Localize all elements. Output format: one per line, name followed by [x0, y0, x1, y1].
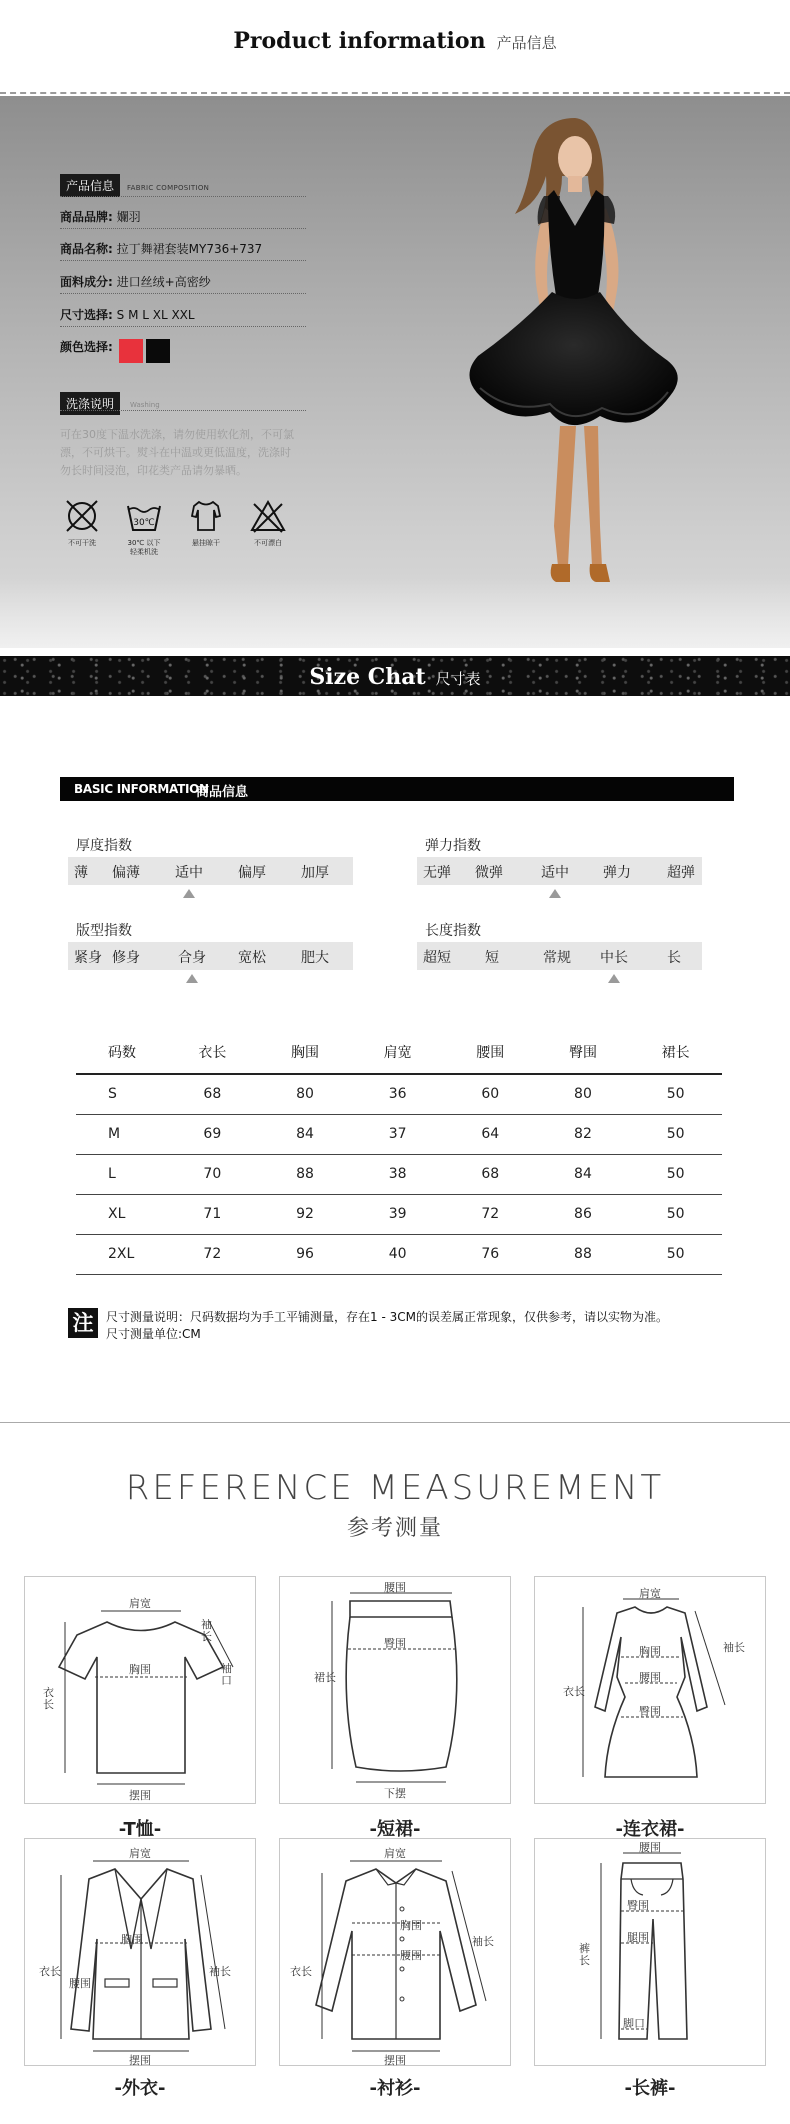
table-cell: 80 [537, 1074, 630, 1114]
measure-label: 胸围 [400, 1919, 422, 1932]
measure-label: 腰围 [400, 1949, 422, 1962]
product-info-badge: 产品信息 [60, 174, 120, 197]
table-row [76, 1234, 722, 1274]
scale-option: 偏厚 [238, 865, 266, 881]
size-table [76, 1030, 722, 1275]
scale-title: 弹力指数 [425, 838, 481, 854]
care-item [238, 496, 298, 548]
scale-option: 适中 [175, 865, 203, 881]
table-cell: XL [76, 1194, 166, 1234]
info-value: 进口丝绒+高密纱 [116, 275, 211, 289]
reference-title-en: REFERENCE MEASUREMENT [125, 1468, 665, 1508]
color-swatch-black[interactable] [146, 339, 170, 363]
column-header: 胸围 [259, 1030, 352, 1074]
scale-option: 超弹 [667, 865, 695, 881]
scale-indicator [608, 974, 620, 983]
care-label: 30℃ 以下 轻柔机洗 [127, 539, 161, 556]
table-cell: 76 [444, 1234, 537, 1274]
measure-label: 衣长 [290, 1965, 312, 1978]
reference-title-cn: 参考测量 [346, 1516, 443, 1541]
note-icon: 注 [68, 1308, 98, 1338]
measure-label: 腰围 [639, 1841, 661, 1854]
measure-label: 臀围 [639, 1705, 661, 1718]
measure-label: 肩宽 [384, 1847, 406, 1860]
info-label: 面料成分: [60, 275, 113, 289]
card-caption: -T恤- [118, 1819, 162, 1840]
table-row [76, 1194, 722, 1234]
scale-bar [68, 857, 353, 885]
scale-bar [417, 942, 702, 970]
page-header [0, 0, 790, 96]
shirt-diagram [280, 1839, 512, 2067]
measure-label: 腰围 [69, 1977, 91, 1990]
measure-label: 脚口 [623, 2017, 645, 2030]
card-caption: -连衣裙- [615, 1819, 685, 1840]
info-value: 孄羽 [116, 210, 141, 224]
size-chart-banner [0, 656, 790, 696]
wash-30-icon [124, 496, 164, 536]
scale-option: 适中 [541, 865, 569, 881]
scale-option: 紧身 [74, 950, 102, 966]
scale-option: 常规 [543, 950, 571, 966]
table-cell: 88 [259, 1154, 352, 1194]
divider [60, 228, 306, 229]
measure-label: 腿围 [627, 1931, 649, 1944]
measure-label: 衣长 [43, 1686, 54, 1711]
scale-indicator [186, 974, 198, 983]
table-cell: 50 [629, 1194, 722, 1234]
info-row-brand [60, 208, 141, 225]
table-cell: 84 [537, 1154, 630, 1194]
table-cell: 2XL [76, 1234, 166, 1274]
scale-option: 中长 [600, 950, 628, 966]
card-caption: -长裤- [624, 2078, 676, 2099]
washing-badge: 洗涤说明 [60, 392, 120, 415]
page-title [0, 28, 790, 54]
care-item [114, 496, 174, 557]
divider [60, 260, 306, 261]
measure-label: 袖长 [201, 1618, 212, 1643]
model-photo [420, 96, 720, 648]
measure-card-tshirt [24, 1576, 256, 1804]
scale-indicator [183, 889, 195, 898]
size-chart-title-cn: 尺寸表 [435, 670, 481, 688]
column-header: 衣长 [166, 1030, 259, 1074]
scale-option: 薄 [74, 865, 88, 881]
measure-label: 袖口 [221, 1662, 232, 1687]
table-cell: 40 [351, 1234, 444, 1274]
table-cell: 39 [351, 1194, 444, 1234]
measure-card-dress [534, 1576, 766, 1804]
measure-label: 胸围 [639, 1645, 661, 1658]
measure-label: 胸围 [129, 1663, 151, 1676]
measure-label: 衣长 [563, 1685, 585, 1698]
page-title-en: Product information [233, 28, 486, 54]
info-row-fabric [60, 273, 211, 290]
care-label: 不可漂白 [254, 539, 282, 547]
column-header: 肩宽 [351, 1030, 444, 1074]
skirt-diagram [280, 1577, 512, 1805]
jacket-diagram [25, 1839, 257, 2067]
measure-card-skirt [279, 1576, 511, 1804]
measure-card-shirt [279, 1838, 511, 2066]
scale-option: 超短 [423, 950, 451, 966]
no-bleach-icon [248, 496, 288, 536]
washing-text: 可在30度下温水洗涤，请勿使用软化剂，不可氯漂，不可烘干。熨斗在中温或更低温度，洗涤时勿长时间浸泡，印花类产品请勿暴晒。 [60, 428, 294, 477]
table-cell: 84 [259, 1114, 352, 1154]
table-cell: M [76, 1114, 166, 1154]
measure-label: 臀围 [627, 1899, 649, 1912]
table-cell: 71 [166, 1194, 259, 1234]
size-chart-title-en: Size Chat [309, 664, 426, 690]
info-value: S M L XL XXL [116, 308, 195, 322]
scale-option: 肥大 [301, 950, 329, 966]
no-dry-clean-icon [62, 496, 102, 536]
measure-label: 裤长 [579, 1942, 590, 1967]
measure-label: 摆围 [384, 2054, 406, 2067]
scale-option: 修身 [112, 950, 140, 966]
table-cell: 68 [166, 1074, 259, 1114]
info-value: 拉丁舞裙套装MY736+737 [116, 242, 263, 256]
care-label: 悬挂晾干 [192, 539, 220, 547]
scale-title: 长度指数 [425, 923, 481, 939]
basic-info-bar [60, 777, 734, 801]
washing-subtitle: Washing [130, 401, 160, 409]
care-item [176, 496, 236, 548]
measure-label: 胸围 [121, 1933, 143, 1946]
measure-label: 摆围 [129, 1789, 151, 1802]
hang-dry-icon [186, 496, 226, 536]
basic-info-title-cn: 商品信息 [196, 785, 249, 800]
measure-label: 臀围 [384, 1637, 406, 1650]
divider [60, 410, 306, 411]
table-cell: 82 [537, 1114, 630, 1154]
info-label: 商品品牌: [60, 210, 113, 224]
scale-option: 弹力 [603, 865, 631, 881]
table-row [76, 1114, 722, 1154]
wash-temperature: 30℃ [133, 518, 155, 528]
scale-option: 微弹 [475, 865, 503, 881]
product-info-subtitle: FABRIC COMPOSITION [127, 184, 210, 192]
measure-label: 腰围 [639, 1671, 661, 1684]
measure-label: 肩宽 [639, 1587, 661, 1600]
table-cell: 37 [351, 1114, 444, 1154]
scale-option: 无弹 [423, 865, 451, 881]
measure-label: 摆围 [129, 2054, 151, 2067]
table-cell: 68 [444, 1154, 537, 1194]
scale-indicator [549, 889, 561, 898]
info-row-size [60, 306, 195, 323]
table-row [76, 1074, 722, 1114]
measure-label: 袖长 [472, 1935, 494, 1948]
tshirt-diagram [25, 1577, 257, 1805]
page-title-cn: 产品信息 [496, 34, 557, 52]
table-cell: 38 [351, 1154, 444, 1194]
table-cell: 50 [629, 1074, 722, 1114]
scale-option: 合身 [178, 950, 206, 966]
table-cell: 36 [351, 1074, 444, 1114]
measure-label: 肩宽 [129, 1847, 151, 1860]
column-header: 码数 [76, 1030, 166, 1074]
table-cell: 50 [629, 1114, 722, 1154]
measure-label: 腰围 [384, 1581, 406, 1594]
card-caption: -短裙- [369, 1819, 421, 1840]
measure-label: 袖长 [723, 1641, 745, 1654]
table-cell: 72 [166, 1234, 259, 1274]
scale-option: 宽松 [238, 950, 266, 966]
table-cell: 64 [444, 1114, 537, 1154]
column-header: 裙长 [629, 1030, 722, 1074]
basic-info-title-en: BASIC INFORMATION [74, 782, 209, 796]
measure-card-jacket [24, 1838, 256, 2066]
table-cell: 70 [166, 1154, 259, 1194]
scale-option: 短 [485, 950, 499, 966]
column-header: 腰围 [444, 1030, 537, 1074]
scale-option: 偏薄 [112, 865, 140, 881]
table-cell: 60 [444, 1074, 537, 1114]
divider [60, 326, 306, 327]
info-label: 商品名称: [60, 242, 113, 256]
card-caption: -外衣- [114, 2078, 166, 2099]
table-cell: 96 [259, 1234, 352, 1274]
measure-card-trousers [534, 1838, 766, 2066]
measure-label: 裙长 [314, 1671, 336, 1684]
table-cell: 72 [444, 1194, 537, 1234]
table-cell: 50 [629, 1154, 722, 1194]
divider [60, 293, 306, 294]
measure-label: 下摆 [384, 1787, 406, 1800]
table-cell: L [76, 1154, 166, 1194]
scale-bar [68, 942, 353, 970]
note-unit: 尺寸测量单位:CM [106, 1327, 201, 1341]
trousers-diagram [535, 1839, 767, 2067]
color-swatch-red[interactable] [119, 339, 143, 363]
measure-label: 袖长 [209, 1965, 231, 1978]
table-cell: 86 [537, 1194, 630, 1234]
column-header: 臀围 [537, 1030, 630, 1074]
section-divider [0, 1422, 790, 1423]
measure-label: 衣长 [39, 1965, 61, 1978]
scale-option: 加厚 [301, 865, 329, 881]
scale-title: 版型指数 [76, 923, 132, 939]
table-cell: 88 [537, 1234, 630, 1274]
scale-option: 长 [667, 950, 681, 966]
table-cell: 80 [259, 1074, 352, 1114]
care-item [52, 496, 112, 548]
size-table-header [76, 1030, 722, 1074]
info-label: 尺寸选择: [60, 308, 113, 322]
table-cell: 69 [166, 1114, 259, 1154]
table-cell: 50 [629, 1234, 722, 1274]
note-text: 尺寸测量说明：尺码数据均为手工平铺测量，存在1 - 3CM的误差属正常现象，仅供参考，请以实物为准。 [106, 1310, 668, 1324]
divider [60, 196, 306, 197]
info-row-name [60, 240, 262, 257]
care-label: 不可干洗 [68, 539, 96, 547]
scale-title: 厚度指数 [76, 838, 132, 854]
measure-label: 肩宽 [129, 1597, 151, 1610]
info-label: 颜色选择: [60, 340, 113, 354]
table-cell: S [76, 1074, 166, 1114]
scale-bar [417, 857, 702, 885]
hero-section [0, 96, 790, 648]
header-divider [0, 92, 790, 94]
card-caption: -衬衫- [369, 2078, 421, 2099]
info-row-color [60, 338, 113, 355]
table-cell: 92 [259, 1194, 352, 1234]
table-row [76, 1154, 722, 1194]
